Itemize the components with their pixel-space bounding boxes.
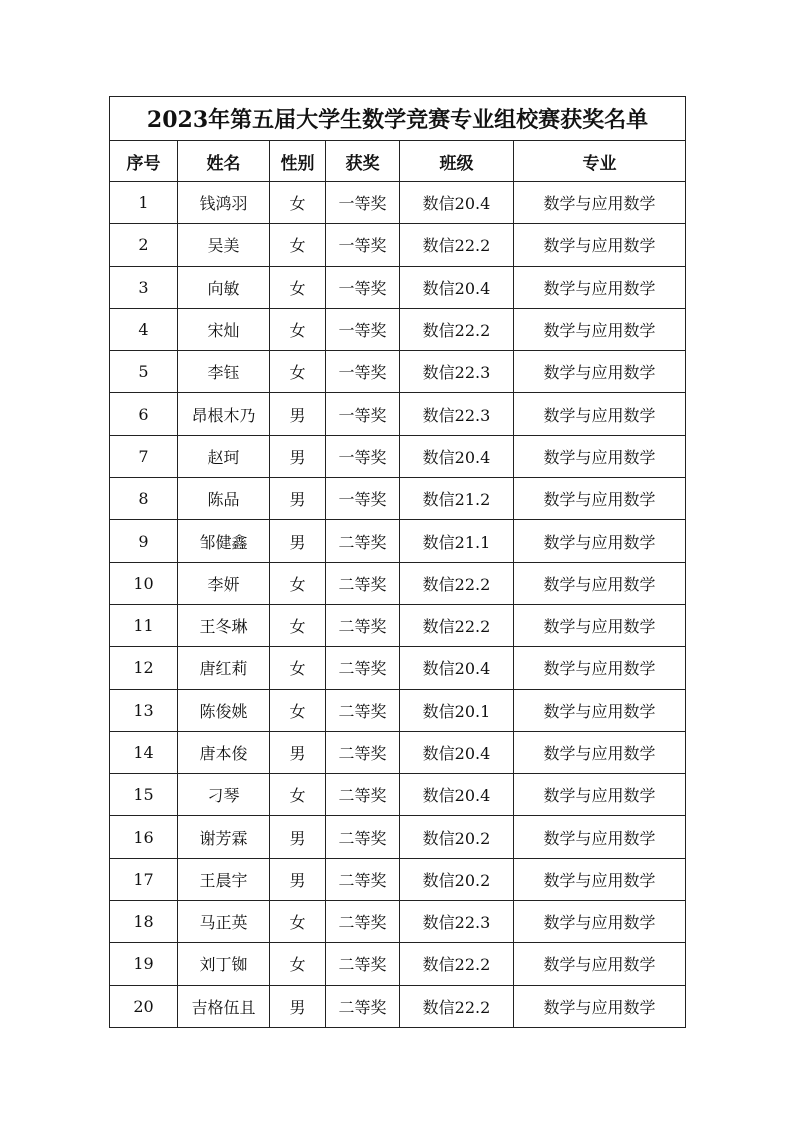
cell-award: 一等奖 — [326, 266, 400, 308]
cell-gender: 男 — [270, 478, 326, 520]
cell-gender: 女 — [270, 351, 326, 393]
title-row — [110, 97, 686, 141]
cell-major: 数学与应用数学 — [514, 689, 686, 731]
table-row — [110, 774, 686, 816]
cell-gender: 女 — [270, 182, 326, 224]
cell-gender: 女 — [270, 774, 326, 816]
cell-award: 二等奖 — [326, 647, 400, 689]
table-row — [110, 858, 686, 900]
cell-serial: 10 — [110, 562, 178, 604]
cell-gender: 女 — [270, 647, 326, 689]
table-row — [110, 816, 686, 858]
header-major: 专业 — [514, 141, 686, 182]
cell-name: 吉格伍且 — [178, 985, 270, 1027]
cell-name: 唐红莉 — [178, 647, 270, 689]
header-name: 姓名 — [178, 141, 270, 182]
cell-serial: 3 — [110, 266, 178, 308]
cell-serial: 12 — [110, 647, 178, 689]
cell-class: 数信20.4 — [400, 774, 514, 816]
cell-class: 数信20.4 — [400, 435, 514, 477]
cell-class: 数信20.4 — [400, 731, 514, 773]
cell-class: 数信22.2 — [400, 308, 514, 350]
cell-class: 数信21.2 — [400, 478, 514, 520]
table-row — [110, 478, 686, 520]
cell-serial: 13 — [110, 689, 178, 731]
cell-name: 邹健鑫 — [178, 520, 270, 562]
cell-award: 一等奖 — [326, 393, 400, 435]
cell-serial: 16 — [110, 816, 178, 858]
cell-class: 数信22.2 — [400, 224, 514, 266]
cell-serial: 4 — [110, 308, 178, 350]
cell-name: 刁琴 — [178, 774, 270, 816]
cell-name: 王冬琳 — [178, 604, 270, 646]
cell-name: 刘丁铷 — [178, 943, 270, 985]
cell-name: 昂根木乃 — [178, 393, 270, 435]
cell-class: 数信20.4 — [400, 647, 514, 689]
cell-major: 数学与应用数学 — [514, 774, 686, 816]
cell-award: 一等奖 — [326, 308, 400, 350]
cell-award: 二等奖 — [326, 604, 400, 646]
cell-class: 数信22.2 — [400, 943, 514, 985]
header-serial: 序号 — [110, 141, 178, 182]
cell-serial: 11 — [110, 604, 178, 646]
cell-gender: 女 — [270, 224, 326, 266]
cell-award: 二等奖 — [326, 562, 400, 604]
cell-award: 一等奖 — [326, 224, 400, 266]
table-body — [110, 97, 686, 1028]
cell-award: 一等奖 — [326, 478, 400, 520]
cell-gender: 男 — [270, 731, 326, 773]
cell-name: 王晨宇 — [178, 858, 270, 900]
cell-gender: 女 — [270, 689, 326, 731]
cell-class: 数信20.4 — [400, 182, 514, 224]
cell-major: 数学与应用数学 — [514, 943, 686, 985]
cell-class: 数信20.4 — [400, 266, 514, 308]
cell-award: 二等奖 — [326, 943, 400, 985]
cell-award: 二等奖 — [326, 816, 400, 858]
cell-name: 钱鸿羽 — [178, 182, 270, 224]
header-class: 班级 — [400, 141, 514, 182]
cell-award: 二等奖 — [326, 985, 400, 1027]
cell-serial: 8 — [110, 478, 178, 520]
table-row — [110, 266, 686, 308]
cell-class: 数信22.2 — [400, 562, 514, 604]
cell-award: 一等奖 — [326, 351, 400, 393]
cell-major: 数学与应用数学 — [514, 182, 686, 224]
table-row — [110, 520, 686, 562]
cell-serial: 6 — [110, 393, 178, 435]
table-row — [110, 731, 686, 773]
cell-major: 数学与应用数学 — [514, 604, 686, 646]
table-row — [110, 351, 686, 393]
cell-major: 数学与应用数学 — [514, 224, 686, 266]
cell-name: 向敏 — [178, 266, 270, 308]
header-row — [110, 141, 686, 182]
cell-major: 数学与应用数学 — [514, 393, 686, 435]
table-title: 2023年第五届大学生数学竞赛专业组校赛获奖名单 — [110, 97, 686, 141]
cell-class: 数信21.1 — [400, 520, 514, 562]
cell-award: 二等奖 — [326, 731, 400, 773]
cell-name: 谢芳霖 — [178, 816, 270, 858]
cell-class: 数信22.3 — [400, 351, 514, 393]
cell-serial: 5 — [110, 351, 178, 393]
cell-gender: 男 — [270, 985, 326, 1027]
cell-gender: 女 — [270, 943, 326, 985]
header-award: 获奖 — [326, 141, 400, 182]
cell-gender: 男 — [270, 858, 326, 900]
cell-serial: 15 — [110, 774, 178, 816]
cell-major: 数学与应用数学 — [514, 731, 686, 773]
cell-major: 数学与应用数学 — [514, 308, 686, 350]
table-row — [110, 182, 686, 224]
cell-serial: 17 — [110, 858, 178, 900]
table-row — [110, 689, 686, 731]
award-list-table — [109, 96, 686, 1028]
cell-serial: 18 — [110, 901, 178, 943]
cell-class: 数信22.3 — [400, 901, 514, 943]
cell-gender: 女 — [270, 901, 326, 943]
table-row — [110, 435, 686, 477]
table-row — [110, 224, 686, 266]
table-row — [110, 604, 686, 646]
table-row — [110, 985, 686, 1027]
cell-gender: 女 — [270, 562, 326, 604]
cell-major: 数学与应用数学 — [514, 901, 686, 943]
cell-award: 二等奖 — [326, 689, 400, 731]
cell-name: 唐本俊 — [178, 731, 270, 773]
cell-name: 陈品 — [178, 478, 270, 520]
table-row — [110, 901, 686, 943]
cell-gender: 女 — [270, 266, 326, 308]
cell-class: 数信20.2 — [400, 858, 514, 900]
cell-award: 一等奖 — [326, 435, 400, 477]
cell-gender: 女 — [270, 604, 326, 646]
cell-serial: 9 — [110, 520, 178, 562]
cell-award: 二等奖 — [326, 901, 400, 943]
cell-class: 数信22.2 — [400, 604, 514, 646]
table-row — [110, 647, 686, 689]
cell-major: 数学与应用数学 — [514, 520, 686, 562]
cell-major: 数学与应用数学 — [514, 478, 686, 520]
cell-major: 数学与应用数学 — [514, 858, 686, 900]
cell-name: 吴美 — [178, 224, 270, 266]
cell-name: 李妍 — [178, 562, 270, 604]
cell-serial: 1 — [110, 182, 178, 224]
cell-name: 宋灿 — [178, 308, 270, 350]
cell-award: 一等奖 — [326, 182, 400, 224]
cell-gender: 女 — [270, 308, 326, 350]
table-row — [110, 393, 686, 435]
cell-name: 李钰 — [178, 351, 270, 393]
cell-gender: 男 — [270, 816, 326, 858]
table-row — [110, 943, 686, 985]
cell-name: 赵珂 — [178, 435, 270, 477]
cell-name: 马正英 — [178, 901, 270, 943]
table-row — [110, 308, 686, 350]
cell-class: 数信22.3 — [400, 393, 514, 435]
cell-major: 数学与应用数学 — [514, 985, 686, 1027]
cell-name: 陈俊姚 — [178, 689, 270, 731]
cell-major: 数学与应用数学 — [514, 562, 686, 604]
cell-gender: 男 — [270, 393, 326, 435]
cell-award: 二等奖 — [326, 858, 400, 900]
cell-class: 数信22.2 — [400, 985, 514, 1027]
cell-serial: 20 — [110, 985, 178, 1027]
cell-serial: 14 — [110, 731, 178, 773]
cell-gender: 男 — [270, 435, 326, 477]
cell-class: 数信20.1 — [400, 689, 514, 731]
cell-major: 数学与应用数学 — [514, 351, 686, 393]
cell-serial: 19 — [110, 943, 178, 985]
cell-award: 二等奖 — [326, 774, 400, 816]
cell-class: 数信20.2 — [400, 816, 514, 858]
table-row — [110, 562, 686, 604]
cell-serial: 7 — [110, 435, 178, 477]
cell-major: 数学与应用数学 — [514, 647, 686, 689]
cell-major: 数学与应用数学 — [514, 435, 686, 477]
cell-gender: 男 — [270, 520, 326, 562]
cell-major: 数学与应用数学 — [514, 816, 686, 858]
header-gender: 性别 — [270, 141, 326, 182]
cell-award: 二等奖 — [326, 520, 400, 562]
cell-major: 数学与应用数学 — [514, 266, 686, 308]
cell-serial: 2 — [110, 224, 178, 266]
